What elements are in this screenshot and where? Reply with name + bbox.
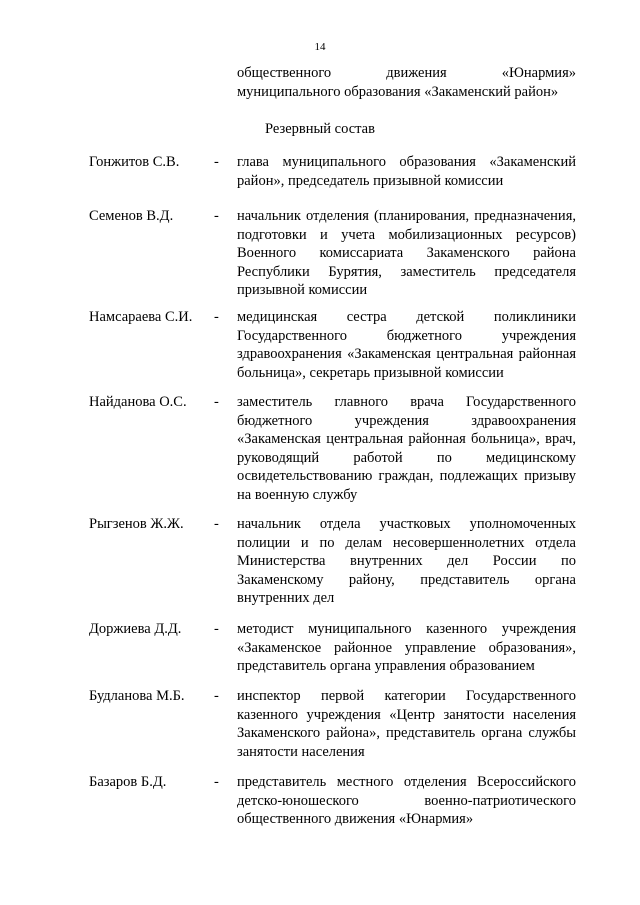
- member-dash: -: [214, 208, 219, 224]
- member-dash: -: [214, 688, 219, 704]
- member-description: заместитель главного врача Государственного бюджетного учреждения здравоохранения «Закаменская центральная районная больница», врач, руководящий работой по медицинскому освидетельствованию граждан, подлежащих призыву на военную службу: [237, 394, 576, 503]
- member-description: начальник отделения (планирования, предназначения, подготовки и учета мобилизационных ресурсов) Военного комиссариата Закаменского района Республики Бурятия, заместитель председателя призывной комиссии: [237, 208, 576, 298]
- member-dash: -: [214, 621, 219, 637]
- member-dash: -: [214, 516, 219, 532]
- member-description: методист муниципального казенного учреждения «Закаменское районное управление образования», представитель органа управления образованием: [237, 621, 576, 674]
- member-name: Найданова О.С.: [89, 394, 187, 410]
- member-dash: -: [214, 774, 219, 790]
- member-name: Намсараева С.И.: [89, 309, 193, 325]
- member-name: Гонжитов С.В.: [89, 154, 180, 170]
- member-description: начальник отдела участковых уполномоченных полиции и по делам несовершеннолетних отдела Министерства внутренних дел России по Закаменскому району, представитель органа внутренних дел: [237, 516, 576, 606]
- continued-text: общественного движения «Юнармия» муниципального образования «Закаменский район»: [237, 65, 576, 100]
- member-name: Базаров Б.Д.: [89, 774, 167, 790]
- member-name: Семенов В.Д.: [89, 208, 174, 224]
- page-number: 14: [314, 41, 326, 53]
- section-title: Резервный состав: [265, 121, 375, 137]
- member-name: Будланова М.Б.: [89, 688, 185, 704]
- member-description: инспектор первой категории Государственного казенного учреждения «Центр занятости населения Закаменского района», представитель органа службы занятости населения: [237, 688, 576, 760]
- member-dash: -: [214, 309, 219, 325]
- member-name: Доржиева Д.Д.: [89, 621, 182, 637]
- member-dash: -: [214, 394, 219, 410]
- member-name: Рыгзенов Ж.Ж.: [89, 516, 184, 532]
- member-description: медицинская сестра детской поликлиники Государственного бюджетного учреждения здравоохранения «Закаменская центральная районная больница», секретарь призывной комиссии: [237, 309, 576, 381]
- member-description: представитель местного отделения Всероссийского детско-юношеского военно-патриотического общественного движения «Юнармия»: [237, 774, 576, 827]
- member-description: глава муниципального образования «Закаменский район», председатель призывной комиссии: [237, 154, 576, 189]
- member-dash: -: [214, 154, 219, 170]
